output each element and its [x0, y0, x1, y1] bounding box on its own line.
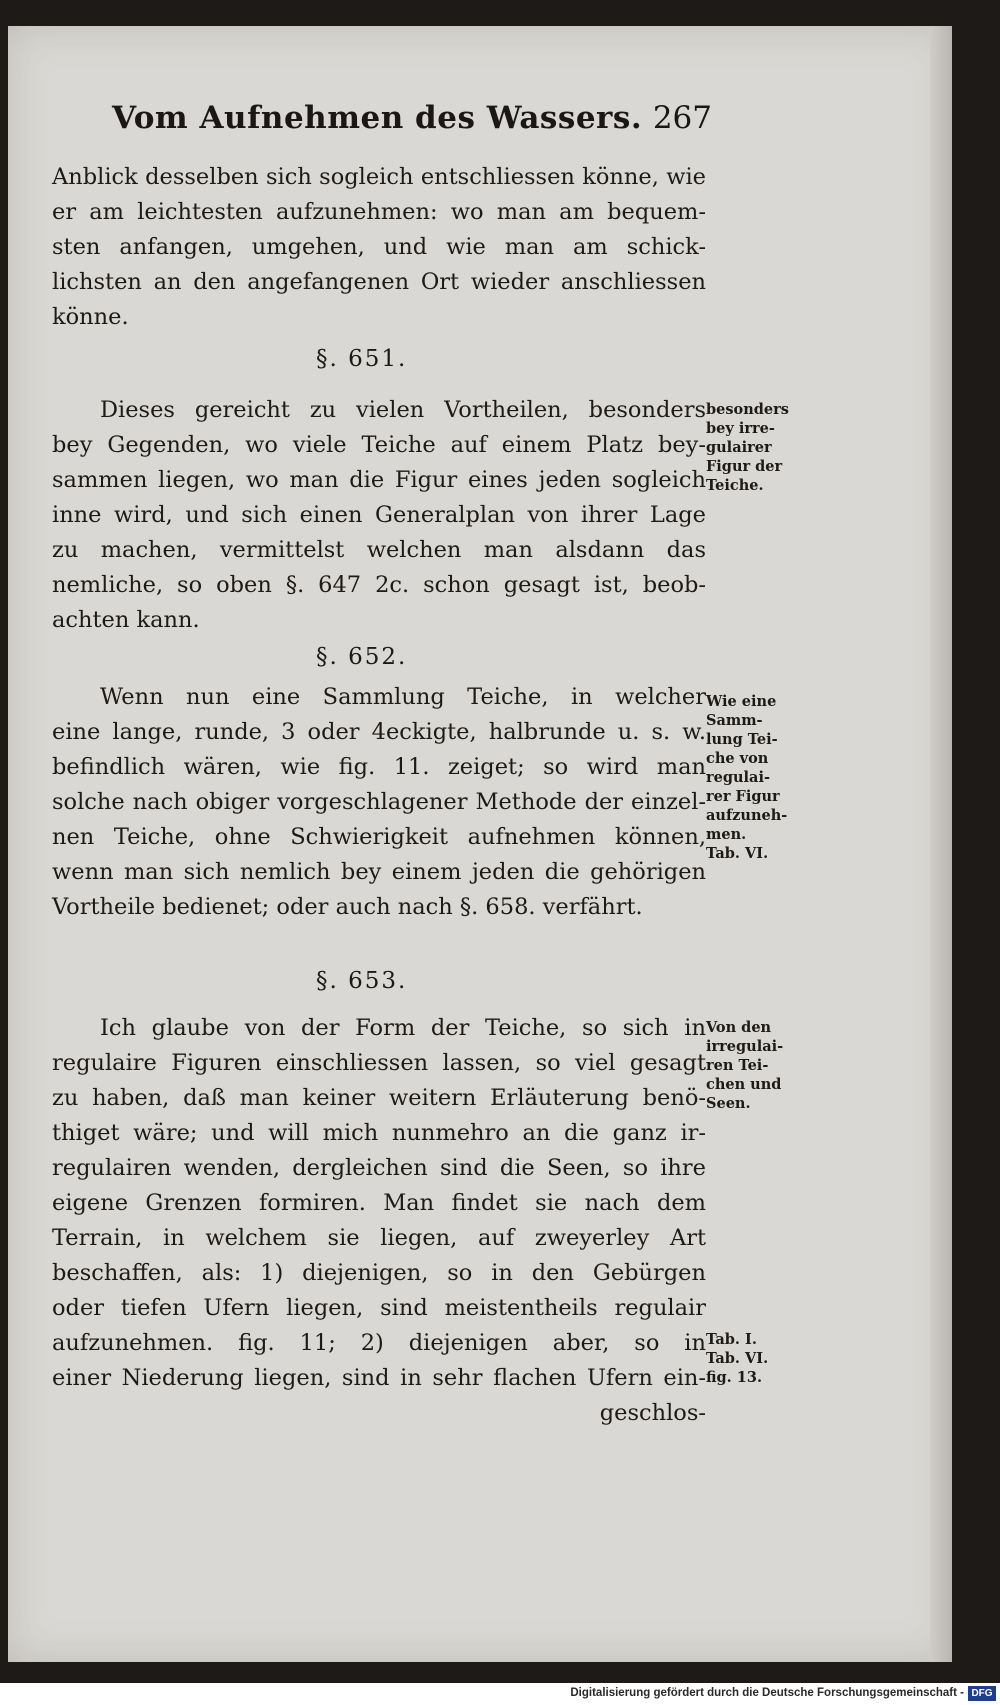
- paragraph-653: [52, 1011, 706, 1431]
- text-line: beschaffen, als: 1) diejenigen, so in den Gebürgen: [52, 1260, 706, 1286]
- text-line: regulairen wenden, dergleichen sind die Seen, so ihre: [52, 1155, 706, 1181]
- margin-note: Wie eine Samm- lung Tei- che von regulai- rer Figur aufzuneh- men. Tab. VI.: [706, 693, 788, 862]
- text-line: Ich glaube von der Form der Teiche, so sich in: [100, 1015, 706, 1041]
- text-line: Dieses gereicht zu vielen Vortheilen, besonders: [100, 397, 706, 423]
- page-gutter: [930, 26, 952, 1662]
- running-header: [112, 100, 712, 150]
- text-line: Anblick desselben sich sogleich entschliessen könne, wie: [52, 164, 706, 190]
- margin-note: Von den irregulai- ren Tei- chen und Seen.: [706, 1019, 784, 1112]
- text-line: eine lange, runde, 3 oder 4eckigte, halbrunde u. s. w.: [52, 719, 706, 745]
- text-line: nemliche, so oben §. 647 2c. schon gesagt ist, beob-: [52, 572, 706, 598]
- catchword: geschlos-: [599, 1400, 706, 1426]
- text-line: regulaire Figuren einschliessen lassen, so viel gesagt: [52, 1050, 706, 1076]
- text-line: eigene Grenzen formiren. Man findet sie nach dem: [52, 1190, 706, 1216]
- digitization-footer: [0, 1683, 1000, 1705]
- text-line: aufzunehmen. fig. 11; 2) diejenigen aber, so in: [52, 1330, 706, 1356]
- section-heading-652: §. 652.: [316, 644, 408, 670]
- text-line: zu haben, daß man keiner weitern Erläuterung benö-: [52, 1085, 706, 1111]
- text-line: Vortheile bedienet; oder auch nach §. 658. verfährt.: [52, 894, 643, 920]
- paragraph-continuation: [52, 160, 706, 335]
- funding-credit: Digitalisierung gefördert durch die Deutsche Forschungsgemeinschaft -: [570, 1687, 964, 1699]
- page-number: 267: [652, 100, 712, 136]
- running-title: Vom Aufnehmen des Wassers.: [112, 100, 643, 136]
- text-line: wenn man sich nemlich bey einem jeden die gehörigen: [52, 859, 706, 885]
- text-line: zu machen, vermittelst welchen man alsdann das: [52, 537, 706, 563]
- margin-note: besonders bey irre- gulairer Figur der Teiche.: [706, 401, 789, 494]
- text-line: einer Niederung liegen, sind in sehr flachen Ufern ein-: [52, 1365, 706, 1391]
- text-line: oder tiefen Ufern liegen, sind meistentheils regulair: [52, 1295, 706, 1321]
- dfg-logo: DFG: [968, 1686, 996, 1701]
- text-line: er am leichtesten aufzunehmen: wo man am bequem-: [52, 199, 706, 225]
- text-line: nen Teiche, ohne Schwierigkeit aufnehmen können,: [52, 824, 706, 850]
- text-line: befindlich wären, wie fig. 11. zeiget; so wird man: [52, 754, 706, 780]
- text-line: achten kann.: [52, 607, 200, 633]
- margin-note: Tab. I. Tab. VI. fig. 13.: [706, 1331, 769, 1386]
- paragraph-651: [52, 393, 706, 638]
- text-line: thiget wäre; und will mich nunmehro an die ganz ir-: [52, 1120, 706, 1146]
- section-heading-651: §. 651.: [316, 346, 408, 372]
- paragraph-652: [52, 680, 706, 925]
- text-line: bey Gegenden, wo viele Teiche auf einem Platz bey-: [52, 432, 706, 458]
- text-line: sten anfangen, umgehen, und wie man am schick-: [52, 234, 706, 260]
- text-line: solche nach obiger vorgeschlagener Methode der einzel-: [52, 789, 706, 815]
- text-line: lichsten an den angefangenen Ort wieder anschliessen: [52, 269, 706, 295]
- text-line: Wenn nun eine Sammlung Teiche, in welcher: [100, 684, 706, 710]
- text-line: Terrain, in welchem sie liegen, auf zweyerley Art: [52, 1225, 706, 1251]
- text-line: inne wird, und sich einen Generalplan von ihrer Lage: [52, 502, 706, 528]
- text-line: könne.: [52, 304, 129, 330]
- text-line: sammen liegen, wo man die Figur eines jeden sogleich: [52, 467, 706, 493]
- section-heading-653: §. 653.: [316, 968, 408, 994]
